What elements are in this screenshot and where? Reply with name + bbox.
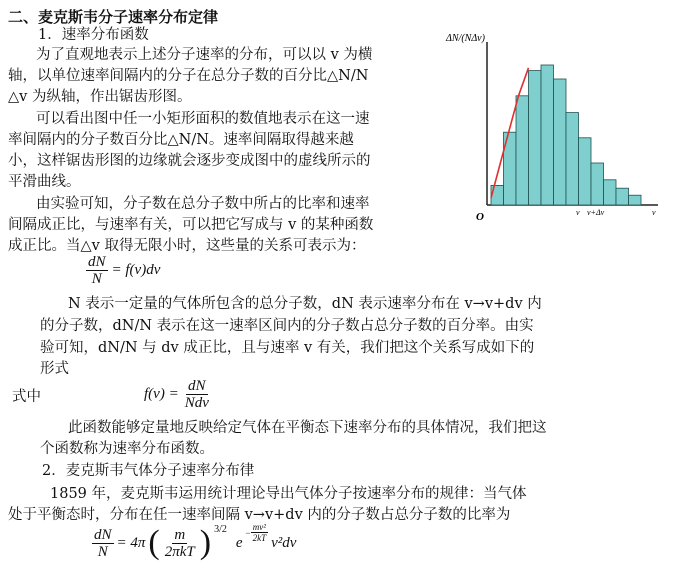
subsection-title-1: 1．速率分布函数 xyxy=(38,27,149,43)
histogram-bar xyxy=(604,180,617,205)
eq3-tail: v²dv xyxy=(271,534,297,551)
histogram-bar xyxy=(541,65,554,205)
para3-line3: 成正比。当△v 取得无限小时，这些量的关系可表示为： xyxy=(8,238,366,254)
para4-line2: 的分子数，dN/N 表示在这一速率区间内的分子数占总分子数的百分率。由实 xyxy=(40,318,534,334)
chart-x-label-v: v xyxy=(576,208,580,217)
eq2-fraction xyxy=(183,378,211,411)
para4-line4: 形式 xyxy=(40,361,69,377)
eq1-rhs: = f(v)dv xyxy=(111,262,161,278)
eq2-lhs: f(v) = xyxy=(144,386,179,402)
eq3-lhs-denominator: N xyxy=(97,543,108,560)
para2-line1: 可以看出图中任一小矩形面积的数值地表示在这一速 xyxy=(36,111,370,127)
para2-line3: 小，这样锯齿形图的边缘就会逐步变成图中的虚线所示的 xyxy=(8,153,371,169)
chart-x-label-axis: v xyxy=(652,208,656,217)
eq3-exp-minus: − xyxy=(245,527,251,538)
chart-ylabel: ΔN/(NΔv) xyxy=(446,33,485,44)
eq3-paren-numerator: m xyxy=(174,526,186,543)
chart-x-label-v-dv: v+Δv xyxy=(587,208,605,217)
eq1-denominator: N xyxy=(91,271,102,287)
para5-line1: 此函数能够定量地反映给定气体在平衡态下速率分布的具体情况，我们把这 xyxy=(68,420,547,436)
eq3-paren-fraction xyxy=(163,527,197,560)
histogram-bar xyxy=(579,138,592,205)
eq3-power: 3/2 xyxy=(214,524,227,535)
eq3-right-paren: ) xyxy=(199,524,212,561)
para2-line2: 率间隔内的分子数百分比△N/N。速率间隔取得越来越 xyxy=(8,132,354,148)
para3-line2: 间隔成正比，与速率有关，可以把它写成与 v 的某种函数 xyxy=(8,217,374,233)
eq3-exponent xyxy=(246,522,269,543)
equation-3 xyxy=(92,522,297,561)
histogram-bar xyxy=(616,188,629,205)
equation-2 xyxy=(144,378,211,411)
histogram-bar xyxy=(591,163,604,205)
histogram-bar xyxy=(566,113,579,205)
para1-line2: 轴，以单位速率间隔内的分子在总分子数的百分比△N/N xyxy=(8,68,369,84)
equation-1 xyxy=(86,254,160,287)
eq3-exp-fraction xyxy=(251,522,269,543)
eq3-lhs-numerator: dN xyxy=(94,526,112,543)
histogram-bar xyxy=(629,195,642,205)
eq3-exp-denominator: 2kT xyxy=(252,533,267,543)
para6-line2: 处于平衡态时，分布在任一速率间隔 v→v+dv 内的分子数占总分子数的比率为 xyxy=(8,507,511,523)
eq3-coefficient: = 4π xyxy=(116,534,146,551)
eq3-lhs-fraction xyxy=(92,527,114,560)
histogram-bar xyxy=(554,79,567,205)
eq2-denominator: Ndv xyxy=(184,395,209,411)
para4-line1: N 表示一定量的气体所包含的总分子数，dN 表示速率分布在 v→v+dv 内 xyxy=(68,296,542,312)
histogram-bar xyxy=(516,96,529,205)
para5-line2: 个函数称为速率分布函数。 xyxy=(40,441,214,457)
para3-line1: 由实验可知，分子数在总分子数中所占的比率和速率 xyxy=(36,196,370,212)
eq2-prefix: 式中 xyxy=(12,389,41,405)
para1-line3: △v 为纵轴，作出锯齿形图。 xyxy=(8,89,192,105)
eq1-numerator: dN xyxy=(88,254,106,270)
eq3-left-paren: ( xyxy=(148,524,160,561)
chart-origin-label: O xyxy=(476,211,484,223)
eq2-numerator: dN xyxy=(188,378,206,394)
para6-line1: 1859 年，麦克斯韦运用统计理论导出气体分子按速率分布的规律：当气体 xyxy=(50,486,527,502)
eq3-paren-denominator: 2πkT xyxy=(164,543,195,560)
para4-line3: 验可知，dN/N 与 dv 成正比，且与速率 v 有关，我们把这个关系写成如下的 xyxy=(40,340,535,356)
para1-line1: 为了直观地表示上述分子速率的分布，可以以 v 为横 xyxy=(36,47,373,63)
para2-line4: 平滑曲线。 xyxy=(8,174,81,190)
eq3-exp-base: e xyxy=(235,534,243,551)
section-title: 二、麦克斯韦分子速率分布定律 xyxy=(8,8,219,26)
chart-bars xyxy=(491,65,641,205)
eq3-exp-numerator: mv² xyxy=(252,522,266,532)
histogram-bar xyxy=(529,71,542,205)
speed-distribution-histogram xyxy=(444,28,666,228)
eq1-fraction xyxy=(86,254,108,287)
subsection-title-2: 2．麦克斯韦气体分子速率分布律 xyxy=(42,463,255,479)
